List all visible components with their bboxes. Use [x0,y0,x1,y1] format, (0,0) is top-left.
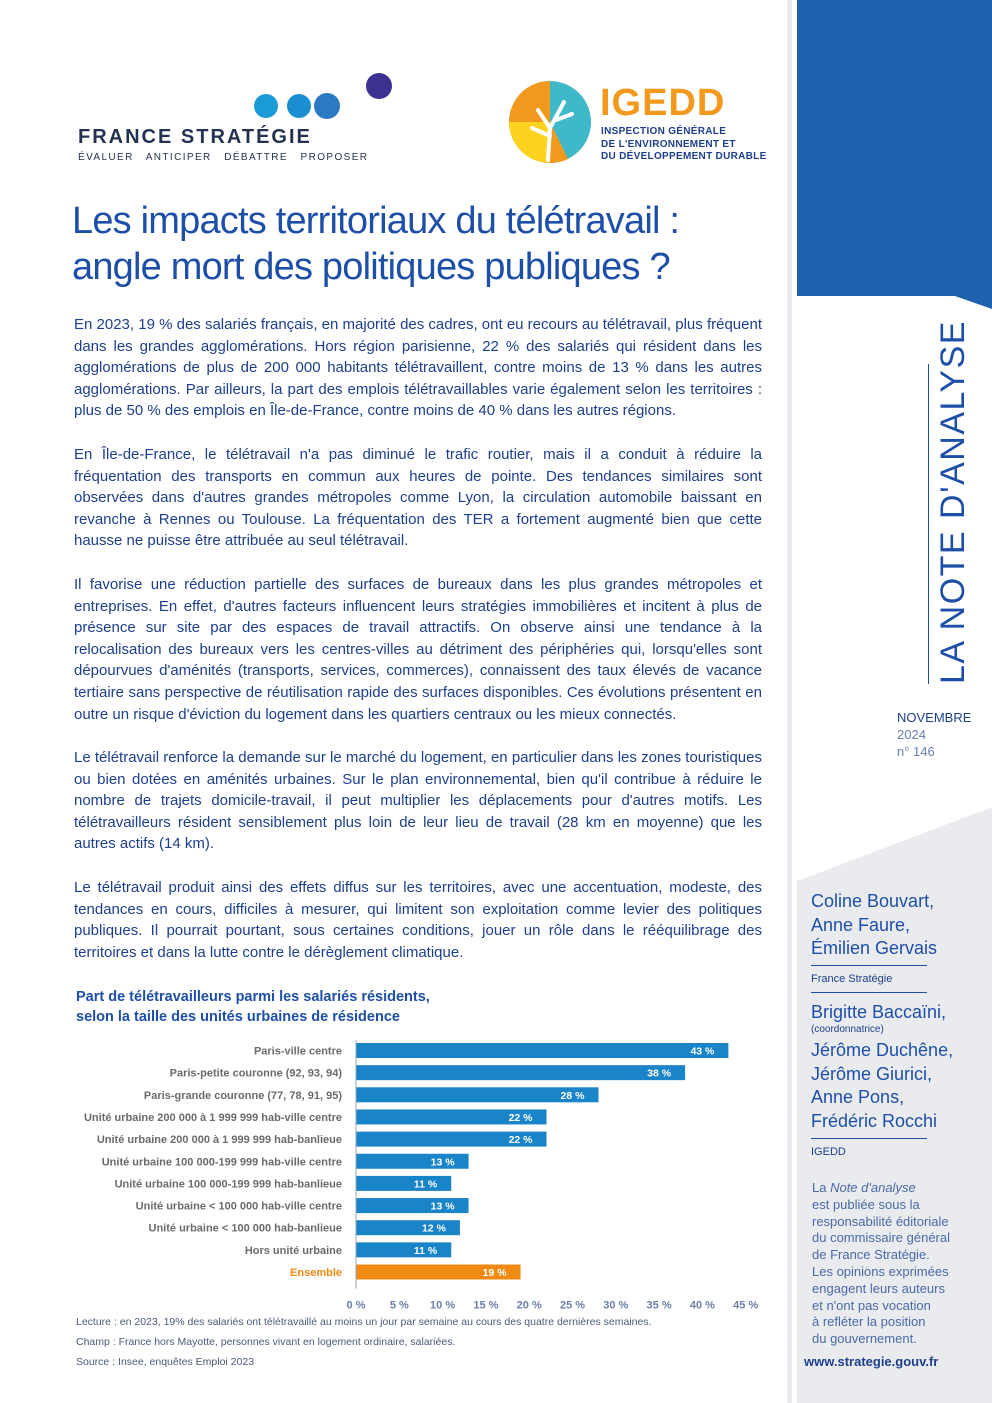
author-name: Anne Faure, [811,914,911,935]
affiliation-igedd: IGEDD [811,1146,846,1158]
website-link[interactable]: www.strategie.gouv.fr [804,1354,939,1369]
chart-note-lecture: Lecture : en 2023, 19% des salariés ont télétravaillé au moins un jour par semaine au cours des quatre dernières semaines. [76,1316,652,1328]
summary-paragraph: Le télétravail renforce la demande sur le marché du logement, en particulier dans les zones touristiques ou bien dotées en aménités urbaines. Sur le plan environnemental, bien qu'il contribue à réduire le nombre de trajets domicile-travail, il peut multiplier les déplacements pour d'autres motifs. Les télétravailleurs résident sensiblement plus loin de leur lieu de travail (28 km en moyenne) que les autres actifs (14 km). [74,749,762,853]
category-label: Paris-grande couronne (77, 78, 91, 95) [143,1089,342,1102]
author-divider [811,965,927,966]
disclaimer-line: Les opinions exprimées [812,1263,949,1279]
x-tick-label: 25 % [559,1299,586,1310]
series-label-text: LA NOTE D'ANALYSE [934,320,972,684]
category-label: Ensemble [290,1267,342,1279]
x-tick-label: 45 % [733,1299,759,1310]
summary-paragraph: Il favorise une réduction partielle des surfaces de bureaux dans les plus grandes métropoles et entreprises. En effet, d'autres facteurs influencent leurs stratégies immobilières et incitent à plus de présence sur site par des espaces de travail attractifs. On observe ainsi une tendance à la relocalisation des bureaux vers les centres-villes au détriment des périphéries qui, lorsqu'elles sont dépourvues d'aménités (transports, services, commerces), connaissent des taux élevés de vacance tertiaire sans perspective de réutilisation rapide des surfaces disponibles. Ces évolutions présentent en outre un risque d'éviction du logement dans les quartiers centraux ou les mieux connectés. [74,575,762,723]
bar [356,1043,728,1058]
bar-value-label: 11 % [413,1244,438,1257]
author-name: Anne Pons, [811,1087,905,1107]
author-name: Jérôme Giurici, [811,1063,933,1084]
france-strategie-name: FRANCE STRATÉGIE [78,126,312,148]
chart-title [76,988,536,1027]
igedd-subtitle [601,126,781,164]
category-label: Paris-ville centre [253,1045,342,1058]
category-label: Unité urbaine 100 000-199 999 hab-banlieue [114,1178,342,1191]
author-name: Coline Bouvart, [811,891,935,911]
chart-note-champ: Champ : France hors Mayotte, personnes vivant en logement ordinaire, salariées. [76,1336,456,1348]
issue-number: n° 146 [897,744,935,759]
x-tick-label: 5 % [389,1299,409,1310]
sidebar-band-wedge [797,240,992,310]
bar-chart [60,1038,770,1310]
logo-dot [366,73,392,99]
bar-value-label: 43 % [690,1045,715,1058]
igedd-name: IGEDD [600,82,726,124]
category-label: Unité urbaine 200 000 à 1 999 999 hab-ville centre [83,1111,342,1124]
author-name: Jérôme Duchêne, [811,1040,954,1060]
disclaimer-line: engagent leurs auteurs [812,1280,945,1296]
series-label [896,320,972,684]
publication-name: Note d'analyse [830,1180,916,1195]
igedd-subtitle-line: DE L'ENVIRONNEMENT ET [601,138,736,150]
logo-dot [287,94,311,118]
disclaimer-line: est publiée sous la [812,1196,920,1212]
summary-paragraph: En 2023, 19 % des salariés français, en majorité des cadres, ont eu recours au télétravail, plus fréquent dans les grandes agglomérations. Hors région parisienne, 22 % des salariés qui résident dans les agglomérations de plus de 200 000 habitants télétravaillent, contre moins de 13 % dans les autres agglomérations. Par ailleurs, la part des emplois télétravaillables varie également selon les territoires : plus de 50 % des emplois en Île-de-France, contre moins de 40 % dans les autres régions. [74,316,762,420]
igedd-subtitle-line: DU DÉVELOPPEMENT DURABLE [601,151,767,162]
bar-value-label: 13 % [430,1200,455,1213]
authors-igedd [811,1039,981,1133]
bar-value-label: 22 % [508,1134,533,1147]
x-tick-label: 35 % [646,1299,672,1310]
category-label: Paris-petite couronne (92, 93, 94) [169,1067,342,1080]
france-strategie-logo-dots [252,72,392,122]
disclaimer-line: de France Stratégie. [812,1247,930,1263]
summary-paragraph: En Île-de-France, le télétravail n'a pas diminué le trafic routier, mais il a conduit à réduire la fréquentation des transports en commun aux heures de pointe. Des tendances similaires sont observées dans d'autres grandes métropoles comme Lyon, la circulation automobile baissant en revanche à Rennes ou Toulouse. La fréquentation des TER a fortement augmenté bien que cette hausse ne puisse être attribuée au seul télétravail. [74,445,762,550]
chart-title-line: selon la taille des unités urbaines de résidence [76,1008,400,1025]
author-coordinator: Brigitte Baccaïni, [811,1002,947,1022]
authors-france-strategie [811,890,981,961]
disclaimer-line: à refléter la position [812,1314,926,1330]
disclaimer-line: responsabilité éditoriale [812,1213,949,1229]
disclaimer-line: du commissaire général [812,1230,951,1246]
summary-paragraph: Le télétravail produit ainsi des effets diffus sur les territoires, avec une accentuation, modeste, des tendances en cours, difficiles à mesurer, qui limitent son exploitation comme levier des politiques publiques. Il pourrait pourtant, sous certaines conditions, jouer un rôle dans le rééquilibrage des territoires et dans la lutte contre le dérèglement climatique. [74,879,762,961]
france-strategie-tagline: ÉVALUER ANTICIPER DÉBATTRE PROPOSER [78,152,369,163]
category-label: Unité urbaine 200 000 à 1 999 999 hab-banlieue [96,1134,342,1147]
igedd-emblem-icon [508,80,592,164]
bar-value-label: 38 % [647,1067,672,1080]
issue-month: NOVEMBRE [897,710,972,725]
x-tick-label: 40 % [689,1299,715,1310]
disclaimer-line: La Note d'analyse [812,1180,916,1195]
x-tick-label: 0 % [346,1299,366,1310]
author-divider [811,992,927,993]
issue-year: 2024 [897,727,926,742]
bar-value-label: 11 % [413,1178,438,1191]
category-label: Unité urbaine < 100 000 hab-banlieue [148,1222,342,1235]
igedd-subtitle-line: INSPECTION GÉNÉRALE [601,126,727,137]
bar-value-label: 13 % [430,1156,455,1169]
page-title [72,198,782,290]
bar [356,1065,685,1080]
author-name: Frédéric Rocchi [811,1110,938,1131]
author-name: Émilien Gervais [811,938,938,958]
bar-value-label: 22 % [508,1111,533,1124]
page-title-line: angle mort des politiques publiques ? [72,246,670,288]
disclaimer-line: et n'ont pas vocation [812,1297,931,1313]
summary-text [74,314,762,985]
affiliation-france-strategie: France Stratégie [811,973,893,985]
logo-dot [314,93,340,119]
bar-value-label: 28 % [560,1089,585,1102]
category-label: Unité urbaine 100 000-199 999 hab-ville centre [101,1156,342,1169]
x-tick-label: 15 % [473,1299,499,1310]
series-divider [928,364,929,684]
category-label: Hors unité urbaine [244,1244,342,1257]
chart-title-line: Part de télétravailleurs parmi les salariés résidents, [76,989,430,1005]
disclaimer [812,1180,972,1348]
category-label: Unité urbaine < 100 000 hab-ville centre [135,1200,342,1213]
bar-value-label: 19 % [482,1267,507,1279]
author-divider [811,1138,927,1139]
coordinator-note: (coordonnatrice) [811,1024,884,1035]
x-tick-label: 20 % [516,1299,542,1310]
chart-note-source: Source : Insee, enquêtes Emploi 2023 [76,1356,255,1368]
bar-value-label: 12 % [421,1222,446,1235]
page-title-line: Les impacts territoriaux du télétravail : [72,200,680,242]
x-tick-label: 30 % [603,1299,629,1310]
sidebar-band-wedge-bottom [797,806,992,880]
logo-dot [254,94,278,118]
disclaimer-line: du gouvernement. [812,1331,917,1347]
x-tick-label: 10 % [430,1299,456,1310]
